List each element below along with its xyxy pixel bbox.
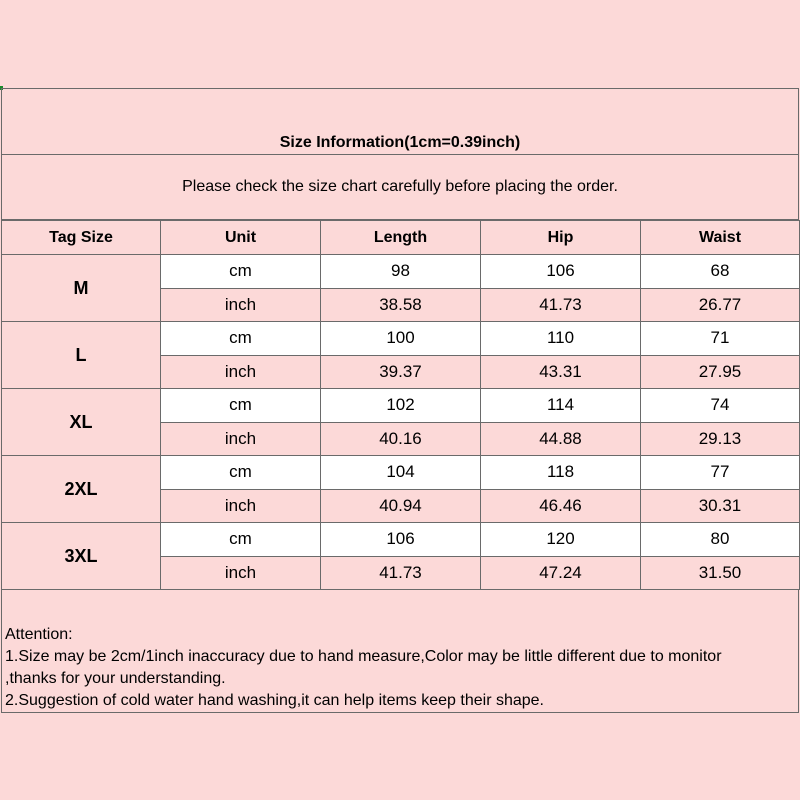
table-row bbox=[2, 255, 800, 289]
tag-size-cell: XL bbox=[2, 389, 161, 456]
tag-size-cell: M bbox=[2, 255, 161, 322]
waist-cell: 77 bbox=[641, 456, 800, 490]
unit-cell: inch bbox=[161, 422, 321, 456]
length-cell: 40.16 bbox=[321, 422, 481, 456]
hip-cell: 110 bbox=[481, 322, 641, 356]
size-table bbox=[1, 220, 800, 590]
length-cell: 100 bbox=[321, 322, 481, 356]
length-cell: 98 bbox=[321, 255, 481, 289]
hip-cell: 46.46 bbox=[481, 489, 641, 523]
attention-line-2: 2.Suggestion of cold water hand washing,it can help items keep their shape. bbox=[5, 692, 544, 709]
hip-cell: 106 bbox=[481, 255, 641, 289]
table-row bbox=[2, 456, 800, 490]
waist-cell: 68 bbox=[641, 255, 800, 289]
table-row bbox=[2, 389, 800, 423]
length-cell: 104 bbox=[321, 456, 481, 490]
header-hip: Hip bbox=[481, 221, 641, 255]
hip-cell: 44.88 bbox=[481, 422, 641, 456]
hip-cell: 41.73 bbox=[481, 288, 641, 322]
waist-cell: 31.50 bbox=[641, 556, 800, 590]
hip-cell: 120 bbox=[481, 523, 641, 557]
unit-cell: inch bbox=[161, 355, 321, 389]
length-cell: 39.37 bbox=[321, 355, 481, 389]
unit-cell: cm bbox=[161, 456, 321, 490]
unit-cell: cm bbox=[161, 322, 321, 356]
tag-size-cell: 3XL bbox=[2, 523, 161, 590]
attention-heading: Attention: bbox=[5, 626, 73, 643]
waist-cell: 29.13 bbox=[641, 422, 800, 456]
length-cell: 38.58 bbox=[321, 288, 481, 322]
unit-cell: cm bbox=[161, 523, 321, 557]
tag-size-cell: 2XL bbox=[2, 456, 161, 523]
unit-cell: cm bbox=[161, 255, 321, 289]
length-cell: 106 bbox=[321, 523, 481, 557]
hip-cell: 118 bbox=[481, 456, 641, 490]
length-cell: 102 bbox=[321, 389, 481, 423]
waist-cell: 26.77 bbox=[641, 288, 800, 322]
waist-cell: 74 bbox=[641, 389, 800, 423]
tag-size-cell: L bbox=[2, 322, 161, 389]
size-chart-title: Size Information(1cm=0.39inch) bbox=[279, 134, 521, 151]
unit-cell: inch bbox=[161, 489, 321, 523]
header-waist: Waist bbox=[641, 221, 800, 255]
waist-cell: 80 bbox=[641, 523, 800, 557]
header-tag-size: Tag Size bbox=[2, 221, 161, 255]
attention-line-1: 1.Size may be 2cm/1inch inaccuracy due to hand measure,Color may be little different due to monitor bbox=[5, 648, 722, 665]
length-cell: 40.94 bbox=[321, 489, 481, 523]
table-header-row bbox=[2, 221, 800, 255]
unit-cell: inch bbox=[161, 288, 321, 322]
unit-cell: cm bbox=[161, 389, 321, 423]
hip-cell: 43.31 bbox=[481, 355, 641, 389]
waist-cell: 27.95 bbox=[641, 355, 800, 389]
waist-cell: 71 bbox=[641, 322, 800, 356]
unit-cell: inch bbox=[161, 556, 321, 590]
waist-cell: 30.31 bbox=[641, 489, 800, 523]
size-chart-sheet bbox=[1, 88, 799, 713]
table-row bbox=[2, 523, 800, 557]
hip-cell: 114 bbox=[481, 389, 641, 423]
header-length: Length bbox=[321, 221, 481, 255]
table-row bbox=[2, 322, 800, 356]
attention-line-1-continued: ,thanks for your understanding. bbox=[5, 670, 226, 687]
size-chart-notice-row bbox=[1, 154, 799, 220]
length-cell: 41.73 bbox=[321, 556, 481, 590]
header-unit: Unit bbox=[161, 221, 321, 255]
size-chart-notice: Please check the size chart carefully before placing the order. bbox=[182, 178, 618, 195]
hip-cell: 47.24 bbox=[481, 556, 641, 590]
attention-box bbox=[1, 590, 799, 713]
size-chart-title-row bbox=[1, 88, 799, 154]
